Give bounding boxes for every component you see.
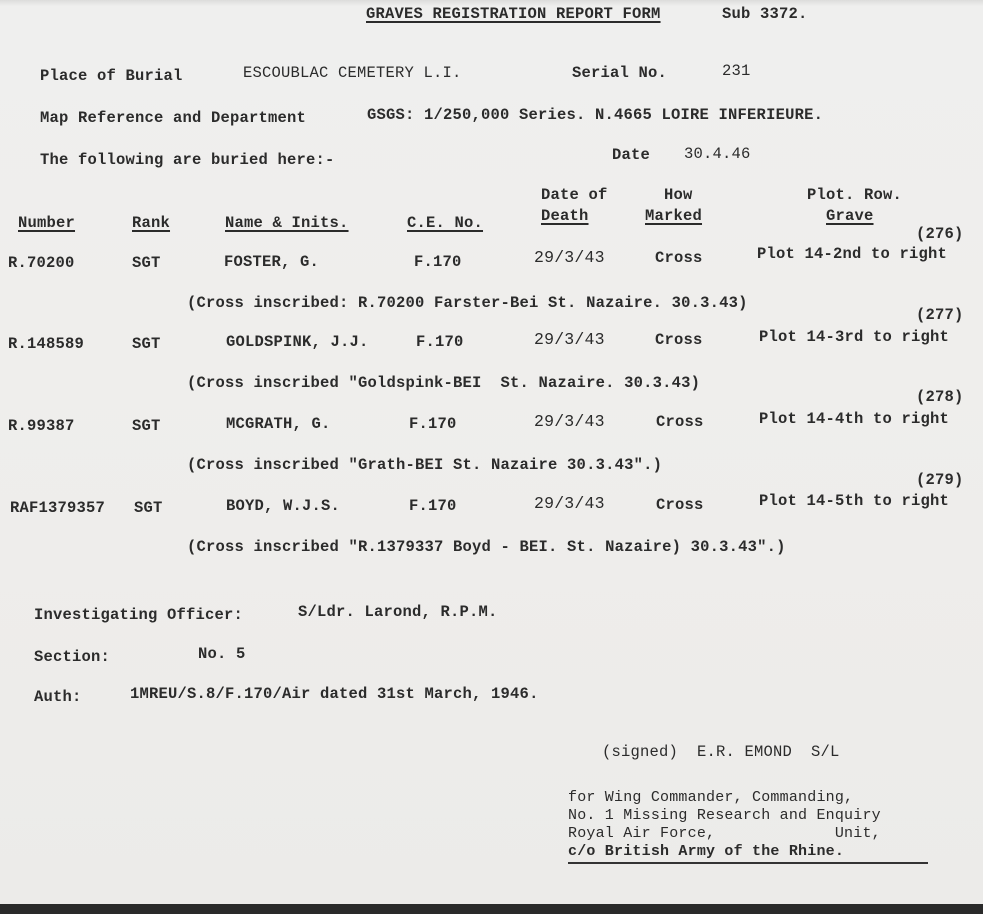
- signature-line-2: No. 1 Missing Research and Enquiry: [568, 807, 881, 824]
- sub-number: Sub 3372.: [722, 5, 808, 23]
- date-value: 30.4.46: [684, 145, 751, 163]
- name: FOSTER, G.: [224, 253, 320, 271]
- signature-line-1: for Wing Commander, Commanding,: [568, 789, 854, 806]
- signature-line-4: c/o British Army of the Rhine.: [568, 843, 845, 860]
- name: BOYD, W.J.S.: [226, 497, 341, 515]
- col-dod-header: Death: [541, 207, 589, 225]
- inscription: (Cross inscribed "R.1379337 Boyd - BEI. St. Nazaire) 30.3.43".): [187, 538, 786, 556]
- map-reference-value: GSGS: 1/250,000 Series. N.4665 LOIRE INFERIEURE.: [367, 106, 824, 124]
- investigating-officer-value: S/Ldr. Larond, R.P.M.: [298, 603, 498, 621]
- col-grave-header: Grave: [826, 207, 874, 225]
- col-marked-header-top: How: [664, 186, 693, 204]
- rank: SGT: [132, 335, 161, 353]
- col-marked-header: Marked: [645, 207, 703, 225]
- section-label: Section:: [34, 648, 111, 666]
- place-of-burial-label: Place of Burial: [40, 67, 183, 85]
- rank: SGT: [132, 417, 161, 435]
- map-reference-label: Map Reference and Department: [40, 109, 307, 127]
- grave-number: (276): [916, 225, 964, 243]
- col-ce-no-header: C.E. No.: [407, 214, 484, 232]
- date-of-death: 29/3/43: [534, 330, 605, 349]
- grave-number: (277): [916, 306, 964, 324]
- section-value: No. 5: [198, 645, 246, 663]
- grave-number: (279): [916, 471, 964, 489]
- service-number: R.99387: [8, 417, 75, 435]
- auth-label: Auth:: [34, 688, 82, 706]
- col-number-header: Number: [18, 214, 76, 232]
- col-name-header: Name & Inits.: [225, 214, 349, 232]
- col-dod-header-top: Date of: [541, 186, 608, 204]
- grave-location: Plot 14-5th to right: [759, 492, 950, 510]
- col-rank-header: Rank: [132, 214, 171, 232]
- date-of-death: 29/3/43: [534, 494, 605, 513]
- auth-value: 1MREU/S.8/F.170/Air dated 31st March, 1946.: [130, 685, 539, 703]
- how-marked: Cross: [656, 496, 704, 514]
- ce-number: F.170: [409, 497, 457, 515]
- inscription: (Cross inscribed "Grath-BEI St. Nazaire 30.3.43".): [187, 456, 663, 474]
- scan-edge: [0, 904, 983, 914]
- signature-line-3: Royal Air Force, Unit,: [568, 825, 881, 842]
- grave-location: Plot 14-3rd to right: [759, 328, 950, 346]
- rank: SGT: [132, 254, 161, 272]
- serial-value: 231: [722, 62, 751, 80]
- name: MCGRATH, G.: [226, 415, 331, 433]
- inscription: (Cross inscribed "Goldspink-BEI St. Nazaire. 30.3.43): [187, 374, 701, 392]
- service-number: RAF1379357: [10, 499, 106, 517]
- signed-line: (signed) E.R. EMOND S/L: [602, 743, 840, 761]
- ce-number: F.170: [414, 253, 462, 271]
- ce-number: F.170: [416, 333, 464, 351]
- ce-number: F.170: [409, 415, 457, 433]
- how-marked: Cross: [655, 249, 703, 267]
- grave-location: Plot 14-2nd to right: [757, 245, 948, 263]
- how-marked: Cross: [655, 331, 703, 349]
- col-grave-header-top: Plot. Row.: [807, 186, 903, 204]
- place-of-burial-value: ESCOUBLAC CEMETERY L.I.: [243, 64, 462, 82]
- date-of-death: 29/3/43: [534, 248, 605, 267]
- serial-label: Serial No.: [572, 64, 668, 82]
- grave-location: Plot 14-4th to right: [759, 410, 950, 428]
- form-title: GRAVES REGISTRATION REPORT FORM: [366, 5, 661, 23]
- service-number: R.148589: [8, 335, 85, 353]
- date-label: Date: [612, 146, 651, 164]
- investigating-officer-label: Investigating Officer:: [34, 606, 244, 624]
- signature-underline: [568, 862, 928, 864]
- date-of-death: 29/3/43: [534, 412, 605, 431]
- service-number: R.70200: [8, 254, 75, 272]
- grave-number: (278): [916, 388, 964, 406]
- how-marked: Cross: [656, 413, 704, 431]
- buried-here-label: The following are buried here:-: [40, 151, 335, 169]
- name: GOLDSPINK, J.J.: [226, 333, 369, 351]
- inscription: (Cross inscribed: R.70200 Farster-Bei St. Nazaire. 30.3.43): [187, 294, 748, 312]
- rank: SGT: [134, 499, 163, 517]
